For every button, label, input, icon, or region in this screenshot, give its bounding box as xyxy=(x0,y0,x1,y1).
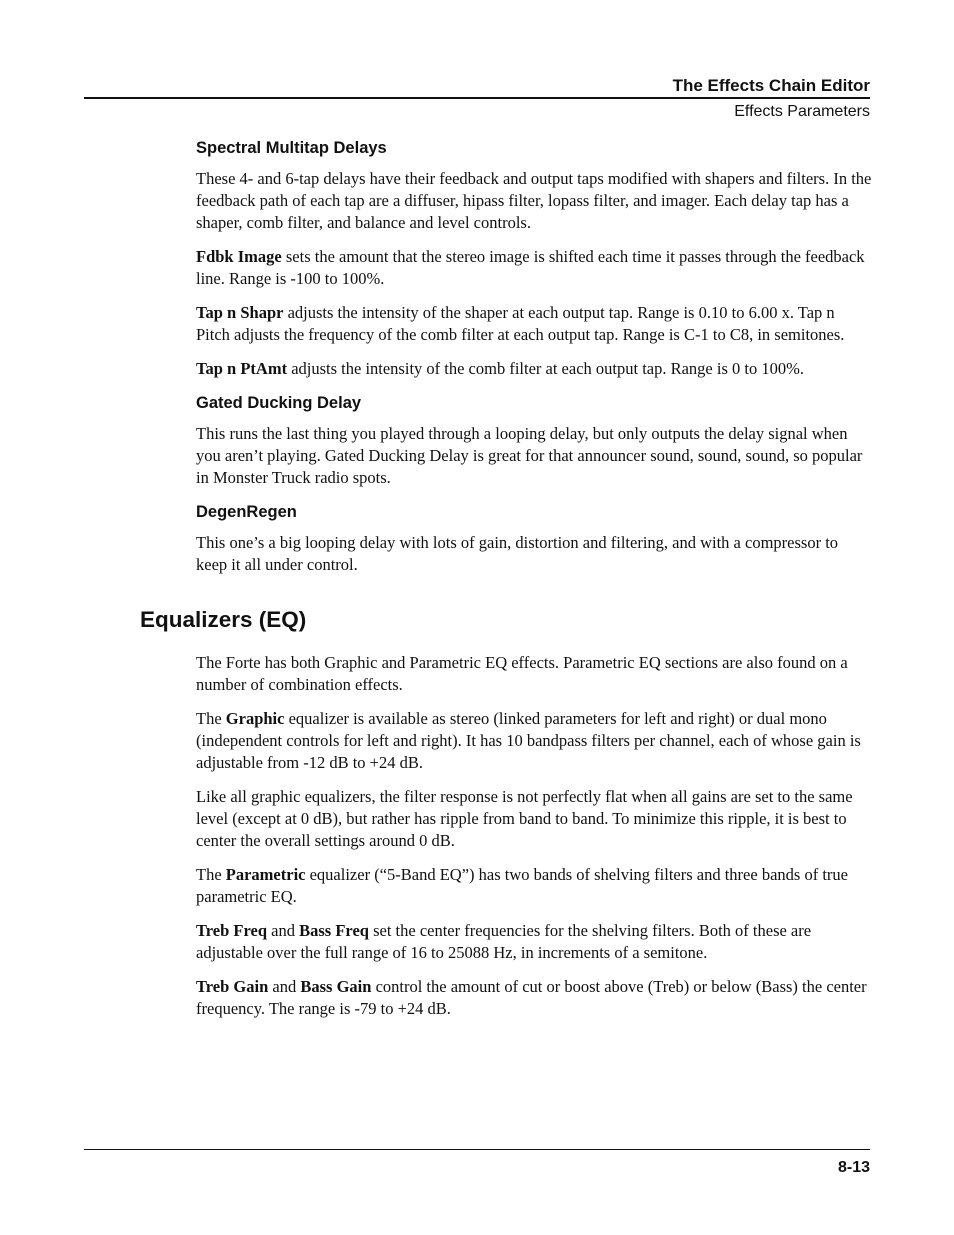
term: Graphic xyxy=(225,709,285,728)
paragraph: Treb Freq and Bass Freq set the center frequencies for the shelving filters. Both of these are adjustable over the full range of 16 to 25088 Hz, in increments of a semitone. xyxy=(196,921,812,962)
page-number: 8-13 xyxy=(837,1159,870,1176)
term: Treb Gain xyxy=(196,977,269,996)
term: Treb Freq xyxy=(196,921,268,940)
header-rule xyxy=(84,97,870,99)
term: Fdbk Image xyxy=(196,247,282,266)
paragraph: The Parametric equalizer (“5-Band EQ”) has two bands of shelving filters and three bands of true parametric EQ. xyxy=(196,865,848,906)
footer-rule xyxy=(84,1149,870,1150)
chapter-title: The Effects Chain Editor xyxy=(672,76,870,95)
section-title: Effects Parameters xyxy=(734,103,870,120)
paragraph: This one’s a big looping delay with lots of gain, distortion and filtering, and with a compressor to keep it all under control. xyxy=(196,533,839,574)
term: Tap n Shapr xyxy=(196,303,284,322)
page-body xyxy=(140,137,872,1032)
paragraph: This runs the last thing you played through a looping delay, but only outputs the delay signal when you aren’t playing. Gated Ducking Delay is great for that announcer sound, sound, sound, so popular in Monster Truck radio spots. xyxy=(196,424,863,487)
paragraph: Like all graphic equalizers, the filter response is not perfectly flat when all gains are set to the same level (except at 0 dB), but rather has ripple from band to band. To minimize this ripple, it is best to center the overall settings around 0 dB. xyxy=(196,787,853,850)
paragraph: The Graphic equalizer is available as stereo (linked parameters for left and right) or dual mono (independent controls for left and right). It has 10 bandpass filters per channel, each of whose gain is adjustable from -12 dB to +24 dB. xyxy=(196,709,861,772)
heading-spectral: Spectral Multitap Delays xyxy=(196,139,387,157)
term: Tap n PtAmt xyxy=(196,359,288,378)
term: Bass Gain xyxy=(300,977,372,996)
paragraph: Treb Gain and Bass Gain control the amount of cut or boost above (Treb) or below (Bass) the center frequency. The range is -79 to +24 dB. xyxy=(196,977,867,1018)
paragraph: Tap n Shapr adjusts the intensity of the shaper at each output tap. Range is 0.10 to 6.00 x. Tap n Pitch adjusts the frequency of the comb filter at each output tap. Range is C-1 to C8, in semitones. xyxy=(196,303,845,344)
heading-degen: DegenRegen xyxy=(196,503,297,521)
paragraph: The Forte has both Graphic and Parametric EQ effects. Parametric EQ sections are also found on a number of combination effects. xyxy=(196,653,848,694)
paragraph: Fdbk Image sets the amount that the stereo image is shifted each time it passes through the feedback line. Range is -100 to 100%. xyxy=(196,247,865,288)
paragraph: Tap n PtAmt adjusts the intensity of the comb filter at each output tap. Range is 0 to 100%. xyxy=(196,359,804,378)
term: Bass Freq xyxy=(299,921,369,940)
paragraph: These 4- and 6-tap delays have their feedback and output taps modified with shapers and filters. In the feedback path of each tap are a diffuser, hipass filter, lopass filter, and imager. Each delay tap has a shaper, comb filter, and balance and level controls. xyxy=(196,169,872,232)
heading-gated: Gated Ducking Delay xyxy=(196,394,362,412)
heading-equalizers: Equalizers (EQ) xyxy=(140,607,307,632)
running-header xyxy=(84,74,870,98)
term: Parametric xyxy=(225,865,306,884)
